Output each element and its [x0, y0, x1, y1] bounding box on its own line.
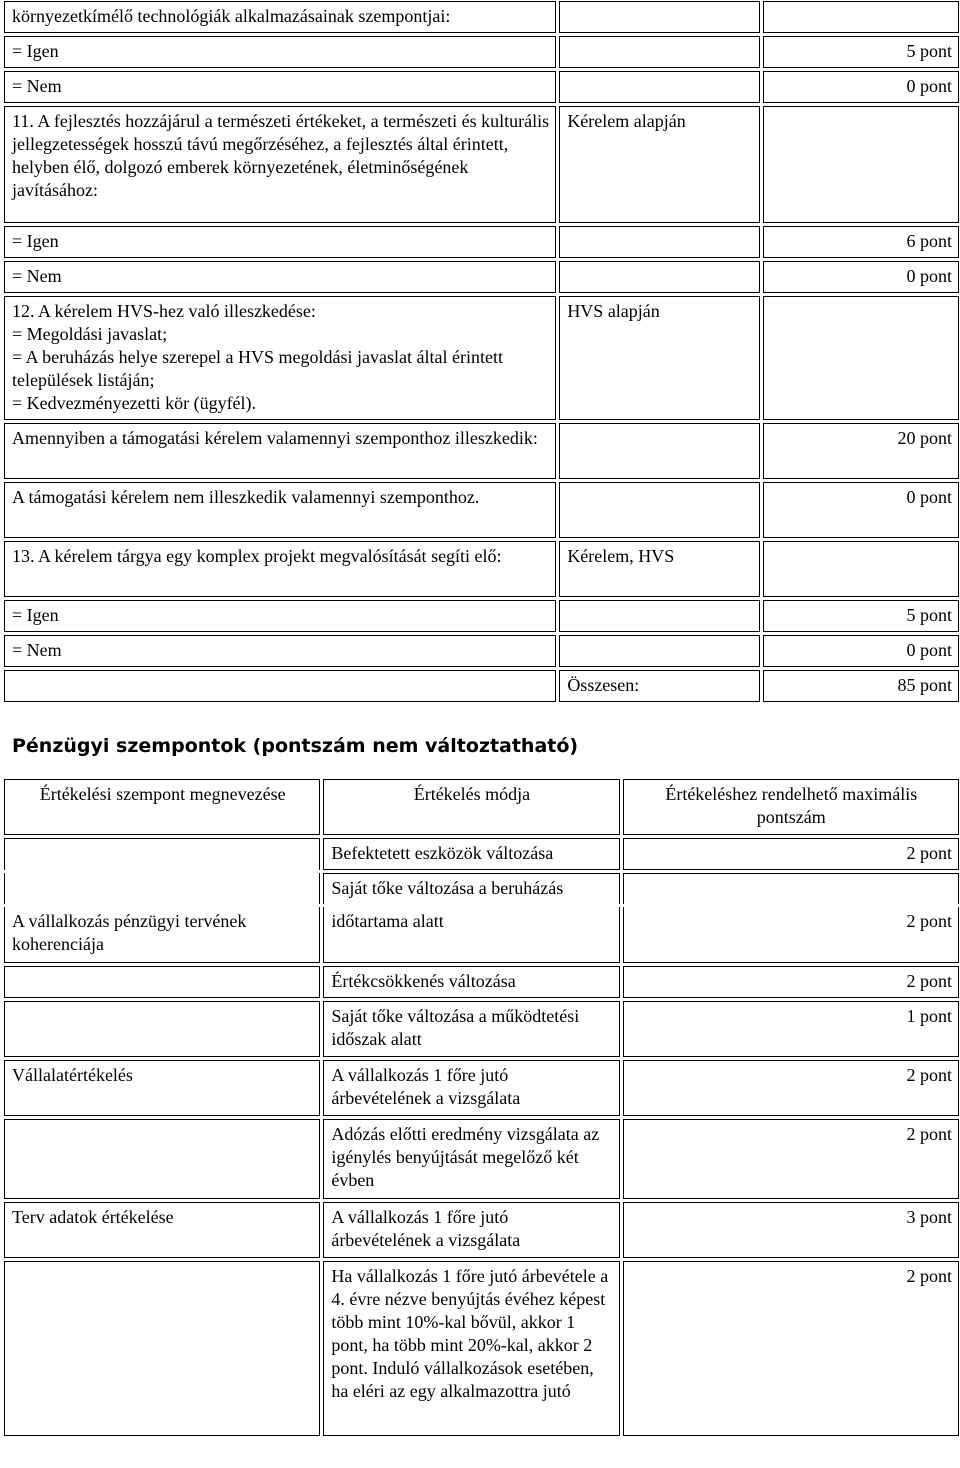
table-row [4, 1060, 959, 1116]
table-row [4, 873, 959, 904]
table-row [4, 226, 959, 258]
table-row [4, 600, 959, 632]
table-row [4, 1261, 959, 1436]
points: 0 pont [763, 482, 959, 538]
evaluation-method: Adózás előtti eredmény vizsgálata az igénylés benyújtását megelőző két évben [323, 1119, 619, 1199]
table-row [4, 106, 959, 223]
evaluation-method: időtartama alatt [323, 907, 619, 963]
evaluation-method: Értékcsökkenés változása [323, 966, 619, 998]
option-yes: = Igen [4, 36, 556, 68]
table-row [4, 838, 959, 870]
points: 20 pont [763, 423, 959, 479]
criterion-12-all: Amennyiben a támogatási kérelem valamennyi szemponthoz illeszkedik: [4, 423, 556, 479]
option-no: = Nem [4, 71, 556, 103]
criterion-11: 11. A fejlesztés hozzájárul a természeti értékeket, a természeti és kulturális jellegzetességek hosszú távú megőrzéséhez, a fejlesztés által érintett, helyben élő, dolgozó emberek környezetének, életminőségének javításához: [4, 106, 556, 223]
points: 2 pont [623, 1060, 959, 1116]
criterion-12: 12. A kérelem HVS-hez való illeszkedése: = Megoldási javaslat; = A beruházás helye szerepel a HVS megoldási javaslat által érintett települések listáján; = Kedvezményezetti kör (ügyfél). [4, 296, 556, 420]
points: 0 pont [763, 261, 959, 293]
table-row [4, 635, 959, 667]
total-label: Összesen: [559, 670, 760, 702]
points: 2 pont [623, 966, 959, 998]
option-yes: = Igen [4, 600, 556, 632]
table-row [4, 541, 959, 597]
points: 2 pont [623, 1261, 959, 1436]
criterion-group: Vállalatértékelés [4, 1060, 320, 1116]
total-points: 85 pont [763, 670, 959, 702]
table-row [4, 36, 959, 68]
total-row [4, 670, 959, 702]
table-row [4, 1202, 959, 1258]
criterion-group: A vállalkozás pénzügyi tervének koherenciája [4, 907, 320, 963]
points: 6 pont [763, 226, 959, 258]
option-no: = Nem [4, 261, 556, 293]
points: 0 pont [763, 635, 959, 667]
points: 2 pont [623, 907, 959, 963]
criterion-group: Terv adatok értékelése [4, 1202, 320, 1258]
scoring-table-1 [1, 0, 960, 705]
table-row [4, 296, 959, 420]
section-title: Pénzügyi szempontok (pontszám nem változtatható) [12, 735, 579, 757]
column-header: Értékeléshez rendelhető maximális pontszám [623, 779, 959, 835]
points: 3 pont [623, 1202, 959, 1258]
evaluation-method: A vállalkozás 1 főre jutó árbevételének a vizsgálata [323, 1060, 619, 1116]
table-row [4, 907, 959, 963]
points: 2 pont [623, 1119, 959, 1199]
table-row [4, 1, 959, 33]
evaluation-method: HVS alapján [559, 296, 760, 420]
evaluation-method: Saját tőke változása a működtetési időszak alatt [323, 1001, 619, 1057]
criterion-intro: környezetkímélő technológiák alkalmazásainak szempontjai: [4, 1, 556, 33]
table-row [4, 261, 959, 293]
evaluation-method: Kérelem alapján [559, 106, 760, 223]
criterion-13: 13. A kérelem tárgya egy komplex projekt megvalósítását segíti elő: [4, 541, 556, 597]
criterion-12-not: A támogatási kérelem nem illeszkedik valamennyi szemponthoz. [4, 482, 556, 538]
points: 2 pont [623, 838, 959, 870]
table-row [4, 423, 959, 479]
evaluation-method: A vállalkozás 1 főre jutó árbevételének a vizsgálata [323, 1202, 619, 1258]
option-yes: = Igen [4, 226, 556, 258]
points: 0 pont [763, 71, 959, 103]
header-row [4, 779, 959, 835]
points: 5 pont [763, 36, 959, 68]
points: 5 pont [763, 600, 959, 632]
column-header: Értékelés módja [323, 779, 619, 835]
table-row [4, 1001, 959, 1057]
table-row [4, 966, 959, 998]
table-row [4, 1119, 959, 1199]
option-no: = Nem [4, 635, 556, 667]
evaluation-method: Kérelem, HVS [559, 541, 760, 597]
evaluation-method: Ha vállalkozás 1 főre jutó árbevétele a 4. évre nézve benyújtás évéhez képest több mint 10%-kal bővül, akkor 1 pont, ha több mint 20%-kal, akkor 2 pont. Induló vállalkozások esetében, ha eléri az egy alkalmazottra jutó [323, 1261, 619, 1436]
table-row [4, 482, 959, 538]
points: 1 pont [623, 1001, 959, 1057]
evaluation-method: Befektetett eszközök változása [323, 838, 619, 870]
evaluation-method: Saját tőke változása a beruházás [323, 873, 619, 904]
column-header: Értékelési szempont megnevezése [4, 779, 320, 835]
financial-criteria-table [1, 776, 960, 1439]
table-row [4, 71, 959, 103]
